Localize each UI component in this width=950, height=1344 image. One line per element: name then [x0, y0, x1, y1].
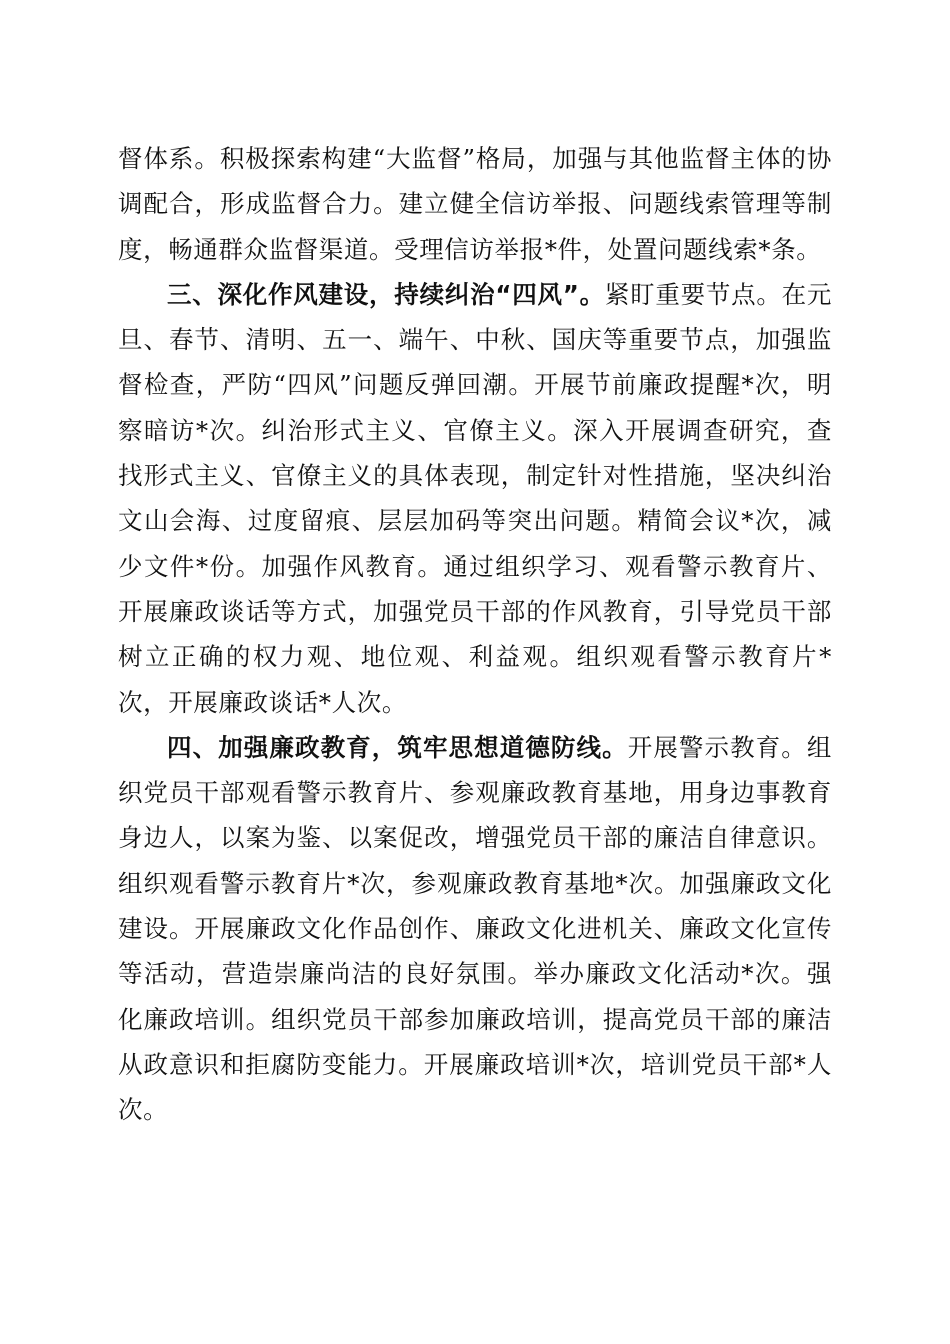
paragraph-body: 督体系。积极探索构建“大监督”格局，加强与其他监督主体的协调配合，形成监督合力。建立健全信访举报、问题线索管理等制度，畅通群众监督渠道。受理信访举报*件，处置问题线索*条。	[118, 144, 832, 264]
paragraph-section-four	[118, 725, 832, 1133]
paragraph-section-three	[118, 272, 832, 725]
section-four-heading: 四、加强廉政教育，筑牢思想道德防线。	[167, 732, 628, 762]
section-three-body: 紧盯重要节点。在元旦、春节、清明、五一、端午、中秋、国庆等重要节点，加强监督检查，严防“四风”问题反弹回潮。开展节前廉政提醒*次，明察暗访*次。纠治形式主义、官僚主义。深入开展调查研究，查找形式主义、官僚主义的具体表现，制定针对性措施，坚决纠治文山会海、过度留痕、层层加码等突出问题。精简会议*次，减少文件*份。加强作风教育。通过组织学习、观看警示教育片、开展廉政谈话等方式，加强党员干部的作风教育，引导党员干部树立正确的权力观、地位观、利益观。组织观看警示教育片*次，开展廉政谈话*人次。	[118, 279, 832, 717]
document-body	[118, 136, 832, 1133]
paragraph-continuation	[118, 136, 832, 272]
section-four-body: 开展警示教育。组织党员干部观看警示教育片、参观廉政教育基地，用身边事教育身边人，以案为鉴、以案促改，增强党员干部的廉洁自律意识。组织观看警示教育片*次，参观廉政教育基地*次。加强廉政文化建设。开展廉政文化作品创作、廉政文化进机关、廉政文化宣传等活动，营造崇廉尚洁的良好氛围。举办廉政文化活动*次。强化廉政培训。组织党员干部参加廉政培训，提高党员干部的廉洁从政意识和拒腐防变能力。开展廉政培训*次，培训党员干部*人次。	[118, 732, 832, 1125]
section-three-heading: 三、深化作风建设，持续纠治“四风”。	[167, 279, 605, 309]
